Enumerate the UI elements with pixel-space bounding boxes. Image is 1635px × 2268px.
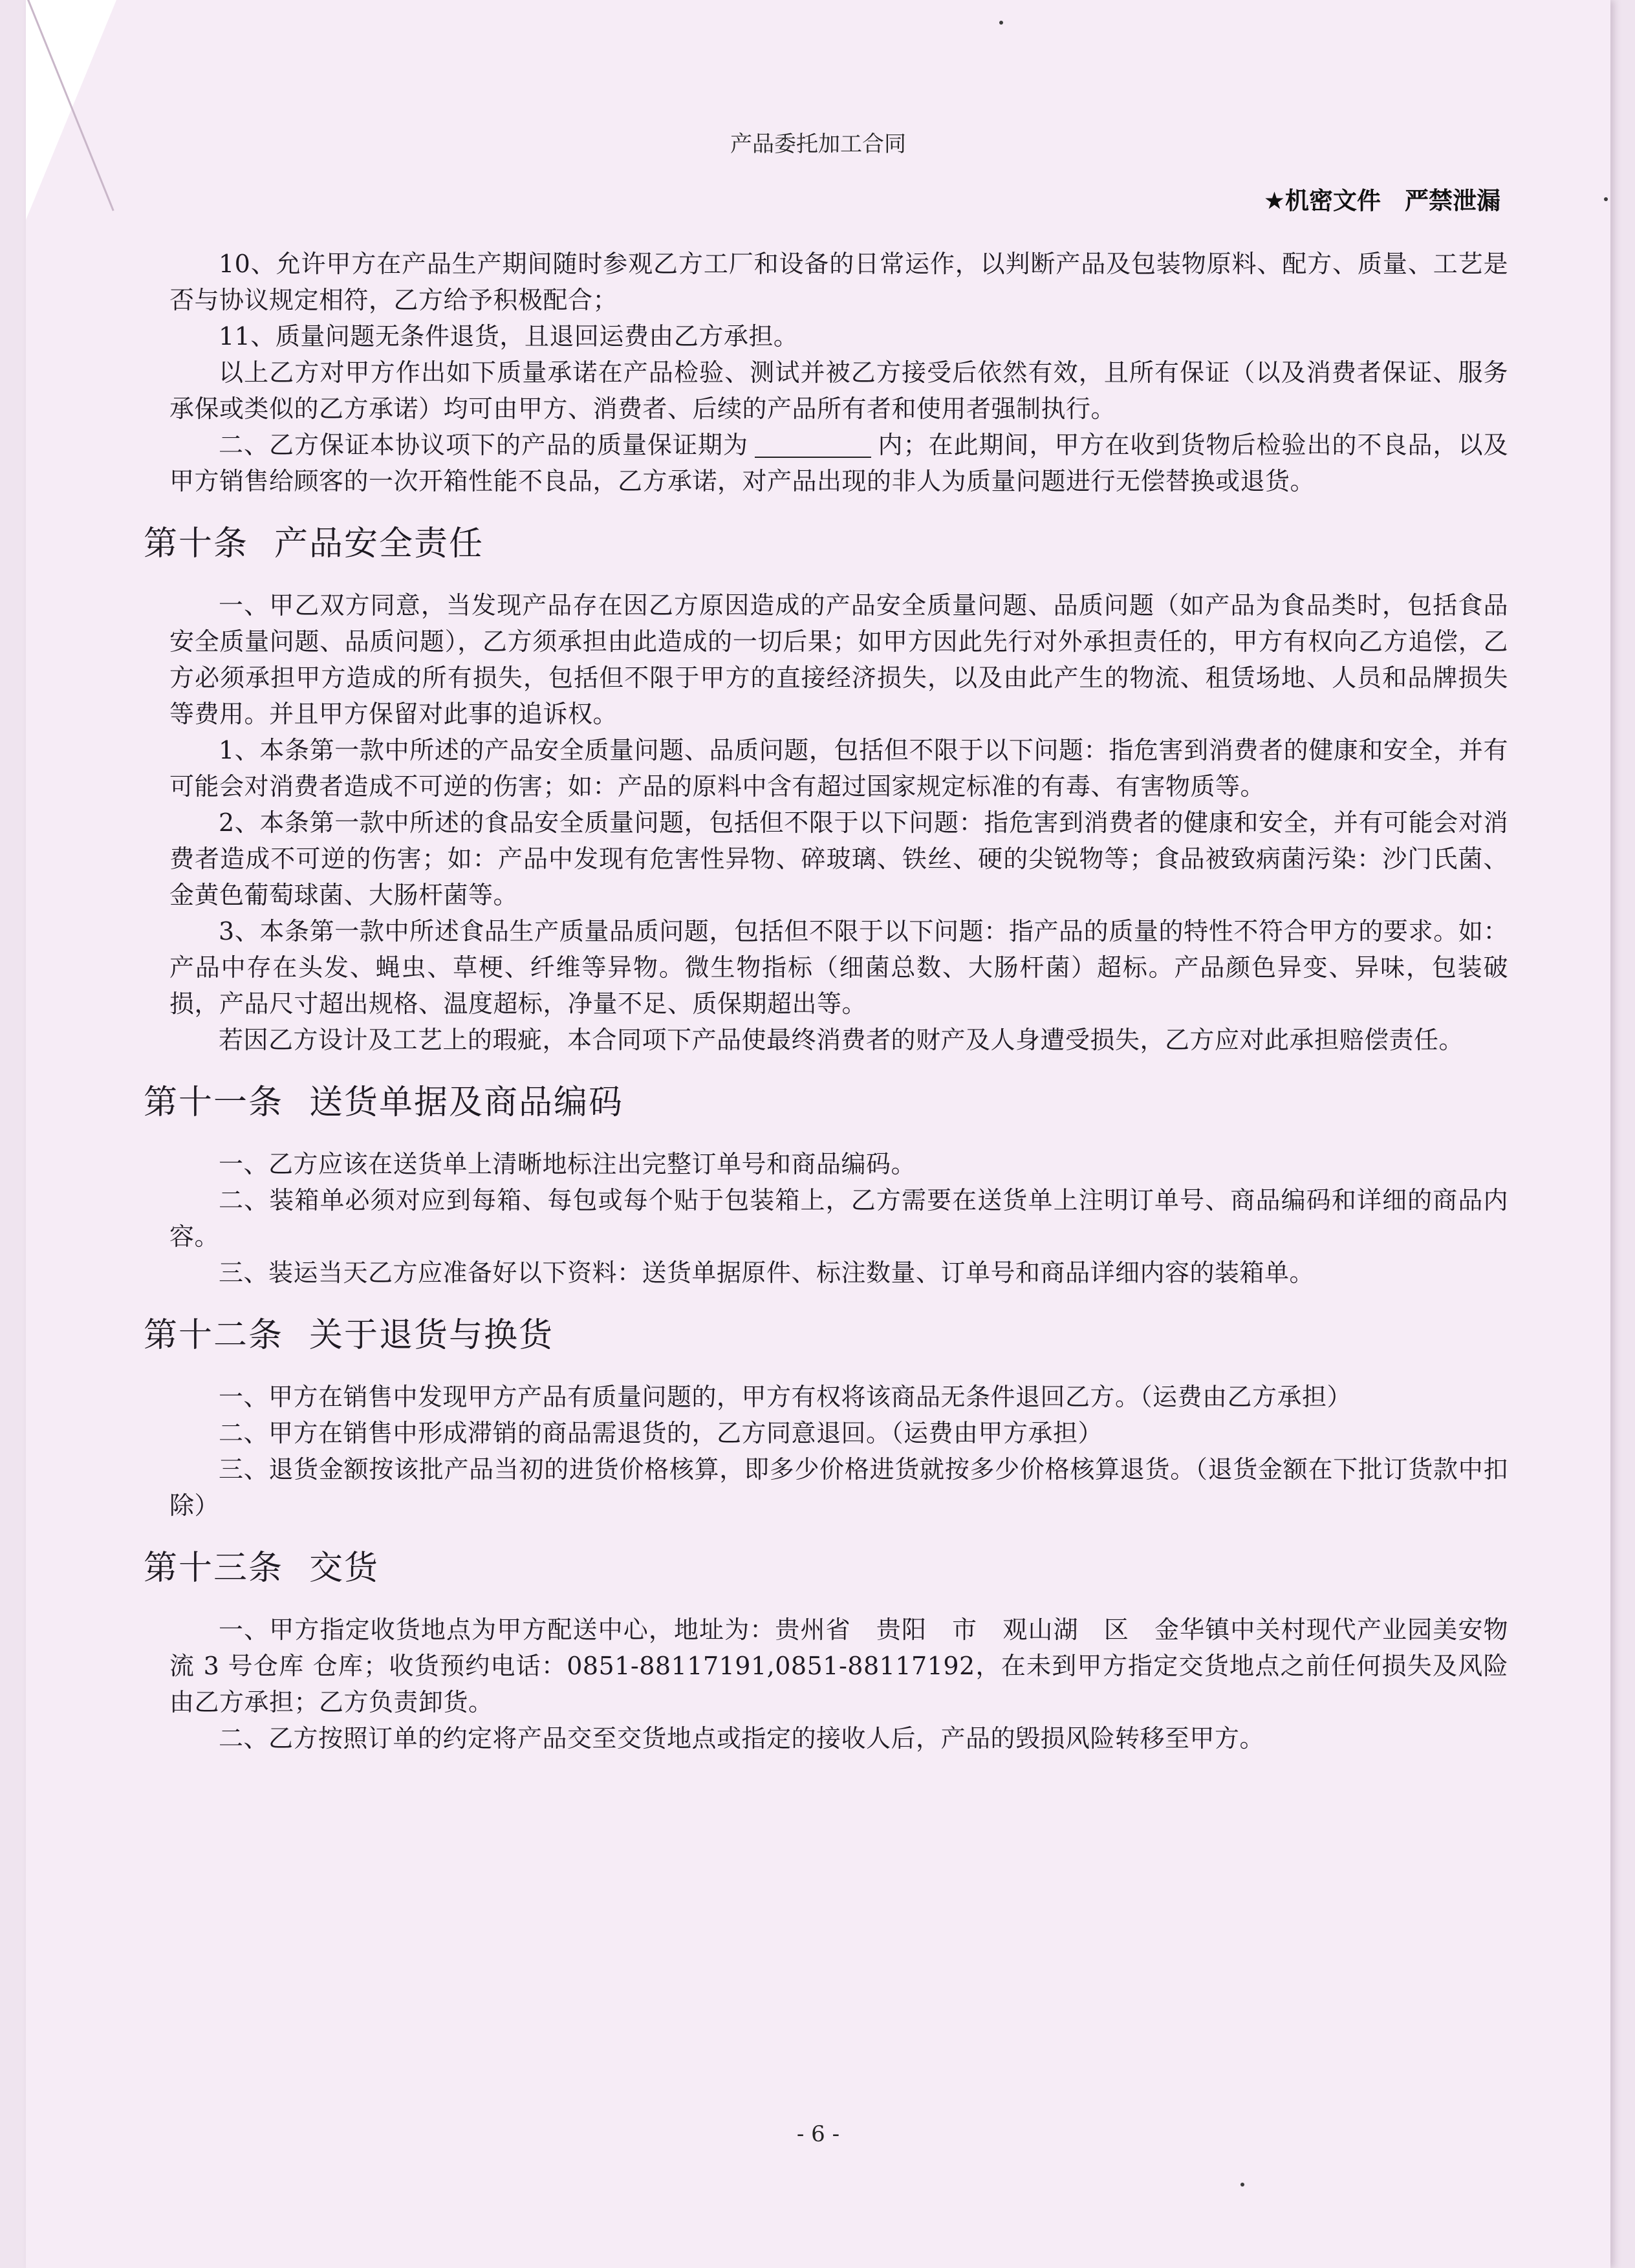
article-title: 交货 <box>309 1549 380 1588</box>
running-header: 产品委托加工合同 <box>730 131 906 157</box>
article-10-para: 一、甲乙双方同意，当发现产品存在因乙方原因造成的产品安全质量问题、品质问题（如产品为食品类时，包括食品安全质量问题、品质问题），乙方须承担由此造成的一切后果；如甲方因此先行对外承担责任的，甲方有权向乙方追偿，乙方必须承担甲方造成的所有损失，包括但不限于甲方的直接经济损失，以及由此产生的物流、租赁场地、人员和品牌损失等费用。并且甲方保留对此事的追诉权。 <box>169 591 1508 728</box>
page-number: - 6 - <box>796 2121 840 2147</box>
scan-speck <box>999 21 1003 25</box>
article-number: 第十二条 <box>144 1316 284 1355</box>
warranty-text-before: 二、乙方保证本协议项下的产品的质量保证期为 <box>219 431 748 459</box>
warranty-text-after: 内；在此期间，甲方在收到货物后检验出的不良品，以及甲方销售给顾客的一次开箱性能不良品，乙方承诺，对产品出现的非人为质量问题进行无偿替换或退货。 <box>169 431 1508 495</box>
article-11-para: 三、装运当天乙方应准备好以下资料：送货单据原件、标注数量、订单号和商品详细内容的装箱单。 <box>219 1258 1315 1287</box>
article-title: 关于退货与换货 <box>309 1316 554 1355</box>
article-10-para: 2、本条第一款中所述的食品安全质量问题，包括但不限于以下问题：指危害到消费者的健康和安全，并有可能会对消费者造成不可逆的伤害；如：产品中发现有危害性异物、碎玻璃、铁丝、硬的尖锐物等；食品被致病菌污染：沙门氏菌、金黄色葡萄球菌、大肠杆菌等。 <box>169 808 1508 909</box>
confidential-mark: ★机密文件 严禁泄漏 <box>1263 187 1500 215</box>
article-11-heading <box>144 1081 1508 1124</box>
article-13-para: 一、甲方指定收货地点为甲方配送中心，地址为：贵州省 贵阳 市 观山湖 区 金华镇中关村现代产业园美安物流 3 号仓库 仓库；收货预约电话：0851-88117191,0851-88117192，在未到甲方指定交货地点之前任何损失及风险由乙方承担；乙方负责卸货。 <box>169 1615 1508 1716</box>
scan-speck <box>1604 197 1608 201</box>
document-page <box>26 0 1610 2268</box>
quality-commitment: 以上乙方对甲方作出如下质量承诺在产品检验、测试并被乙方接受后依然有效，且所有保证（以及消费者保证、服务承保或类似的乙方承诺）均可由甲方、消费者、后续的产品所有者和使用者强制执行。 <box>169 358 1508 423</box>
article-title: 送货单据及商品编码 <box>309 1083 624 1122</box>
article-13-para: 二、乙方按照订单的约定将产品交至交货地点或指定的接收人后，产品的毁损风险转移至甲方。 <box>219 1724 1265 1753</box>
article-10-para: 3、本条第一款中所述食品生产质量品质问题，包括但不限于以下问题：指产品的质量的特性不符合甲方的要求。如：产品中存在头发、蝇虫、草梗、纤维等异物。微生物指标（细菌总数、大肠杆菌）超标。产品颜色异变、异味，包装破损，产品尺寸超出规格、温度超标，净量不足、质保期超出等。 <box>169 917 1508 1018</box>
article-12-para: 三、退货金额按该批产品当初的进货价格核算，即多少价格进货就按多少价格核算退货。（退货金额在下批订货款中扣除） <box>169 1455 1508 1520</box>
article-13-heading <box>144 1547 1508 1590</box>
article-11-para: 二、装箱单必须对应到每箱、每包或每个贴于包装箱上，乙方需要在送货单上注明订单号、商品编码和详细的商品内容。 <box>169 1186 1508 1251</box>
article-12-heading <box>144 1314 1508 1357</box>
warranty-period-blank <box>755 437 871 458</box>
article-10-para: 1、本条第一款中所述的产品安全质量问题、品质问题，包括但不限于以下问题：指危害到消费者的健康和安全，并有可能会对消费者造成不可逆的伤害；如：产品的原料中含有超过国家规定标准的有毒、有害物质等。 <box>169 736 1508 801</box>
article-10-heading <box>144 523 1508 565</box>
article-12-para: 二、甲方在销售中形成滞销的商品需退货的，乙方同意退回。（运费由甲方承担） <box>219 1419 1103 1447</box>
article-number: 第十条 <box>144 524 249 563</box>
article-number: 第十一条 <box>144 1083 284 1122</box>
article-number: 第十三条 <box>144 1549 284 1588</box>
article-11-para: 一、乙方应该在送货单上清晰地标注出完整订单号和商品编码。 <box>219 1150 916 1178</box>
article-12-para: 一、甲方在销售中发现甲方产品有质量问题的，甲方有权将该商品无条件退回乙方。（运费由乙方承担） <box>219 1383 1352 1411</box>
contract-body <box>144 246 1508 1756</box>
scan-speck <box>1240 2183 1244 2187</box>
article-10-para: 若因乙方设计及工艺上的瑕疵，本合同项下产品使最终消费者的财产及人身遭受损失，乙方应对此承担赔偿责任。 <box>219 1026 1464 1054</box>
clause-10: 10、允许甲方在产品生产期间随时参观乙方工厂和设备的日常运作，以判断产品及包装物原料、配方、质量、工艺是否与协议规定相符，乙方给予积极配合； <box>169 250 1508 314</box>
clause-11: 11、质量问题无条件退货，且退回运费由乙方承担。 <box>219 322 799 351</box>
article-title: 产品安全责任 <box>274 524 484 563</box>
warranty-period-clause <box>169 427 1508 499</box>
